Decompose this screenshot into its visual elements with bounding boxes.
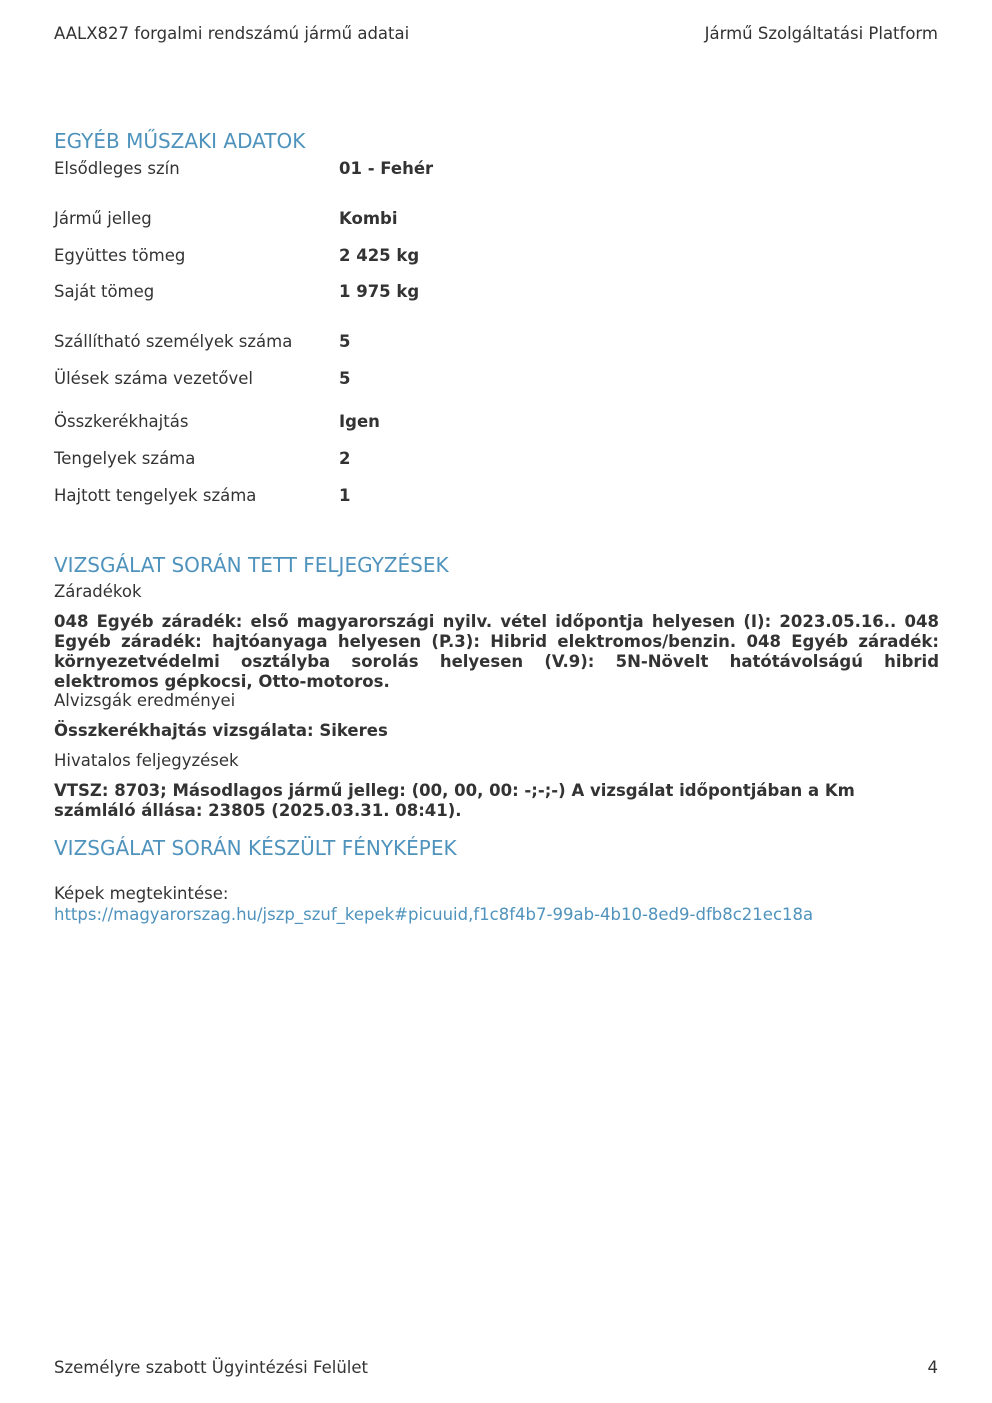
row-value-primary-color: 01 - Fehér xyxy=(339,159,434,178)
section-title-technical: EGYÉB MŰSZAKI ADATOK xyxy=(54,129,306,153)
row-label-driven-axle-count: Hajtott tengelyek száma xyxy=(54,486,257,505)
subtests-label: Alvizsgák eredményei xyxy=(54,691,236,710)
row-value-curb-weight: 1 975 kg xyxy=(339,282,420,301)
row-value-gross-weight: 2 425 kg xyxy=(339,246,420,265)
row-label-axle-count: Tengelyek száma xyxy=(54,449,196,468)
row-value-passenger-count: 5 xyxy=(339,332,351,351)
footer-page-number: 4 xyxy=(927,1358,938,1377)
row-label-curb-weight: Saját tömeg xyxy=(54,282,155,301)
row-value-vehicle-type: Kombi xyxy=(339,209,398,228)
section-title-photos: VIZSGÁLAT SORÁN KÉSZÜLT FÉNYKÉPEK xyxy=(54,836,457,860)
row-value-seat-count: 5 xyxy=(339,369,351,388)
official-notes-label: Hivatalos feljegyzések xyxy=(54,751,239,770)
footer-interface-name: Személyre szabott Ügyintézési Felület xyxy=(54,1358,368,1377)
row-label-primary-color: Elsődleges szín xyxy=(54,159,180,178)
official-notes-text: VTSZ: 8703; Másodlagos jármű jelleg: (00, 00, 00: -;-;-) A vizsgálat időpontjában a Km számláló állása: 23805 (2025.03.31. 08:41). xyxy=(54,781,855,820)
row-label-passenger-count: Szállítható személyek száma xyxy=(54,332,293,351)
row-label-all-wheel-drive: Összkerékhajtás xyxy=(54,412,189,431)
subtests-text: Összkerékhajtás vizsgálata: Sikeres xyxy=(54,721,388,740)
photos-label: Képek megtekintése: xyxy=(54,884,229,903)
row-label-seat-count: Ülések száma vezetővel xyxy=(54,369,253,388)
row-value-driven-axle-count: 1 xyxy=(339,486,351,505)
header-document-title: AALX827 forgalmi rendszámú jármű adatai xyxy=(54,24,410,43)
clauses-text: 048 Egyéb záradék: első magyarországi nyilv. vétel időpontja helyesen (I): 2023.05.16.. 048 Egyéb záradék: hajtóanyaga helyesen (P.3): Hibrid elektromos/benzin. 048 Egyéb záradék: környezetvédelmi osztályba sorolás helyesen (V.9): 5N-Növelt hatótávolságú hibrid elektromos gépkocsi, Otto-motoros. xyxy=(54,612,939,691)
row-value-axle-count: 2 xyxy=(339,449,351,468)
row-label-gross-weight: Együttes tömeg xyxy=(54,246,186,265)
section-title-inspection-notes: VIZSGÁLAT SORÁN TETT FELJEGYZÉSEK xyxy=(54,553,449,577)
row-value-all-wheel-drive: Igen xyxy=(339,412,380,431)
row-label-vehicle-type: Jármű jelleg xyxy=(54,209,152,228)
photos-link[interactable]: https://magyarorszag.hu/jszp_szuf_kepek#picuuid,f1c8f4b7-99ab-4b10-8ed9-dfb8c21ec18a xyxy=(54,905,814,924)
clauses-label: Záradékok xyxy=(54,582,142,601)
header-platform-name: Jármű Szolgáltatási Platform xyxy=(704,24,938,43)
